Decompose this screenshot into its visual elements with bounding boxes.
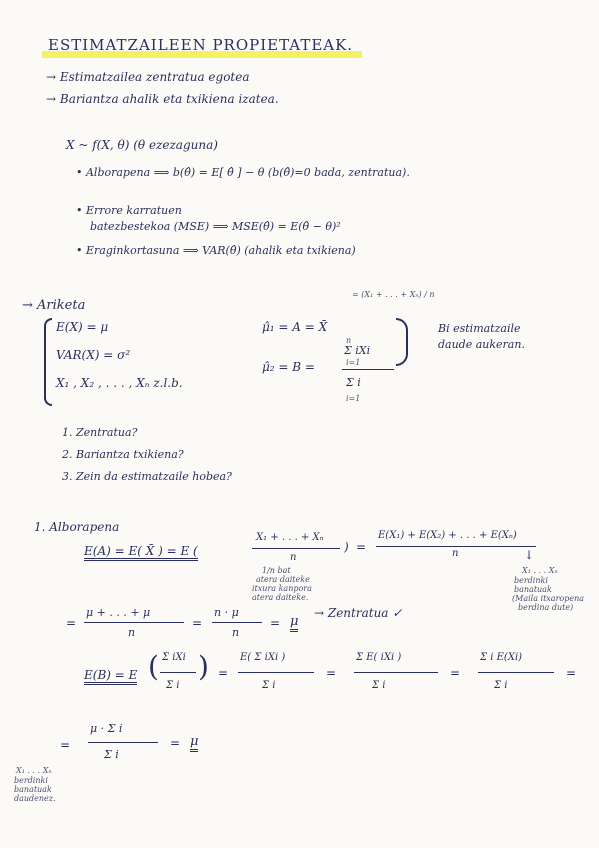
mse-bullet-a: • Errore karratuen: [76, 204, 182, 217]
line2-numerator-2: n · μ: [214, 606, 239, 619]
down-arrow-icon: ↓: [524, 548, 535, 562]
system-brace: [44, 318, 52, 406]
expectation-a-lhs: E(A) = E( X̄ ) = E (: [84, 544, 198, 561]
estimator-b-denominator: Σ i: [346, 376, 361, 389]
exercise-heading: → Ariketa: [22, 298, 86, 313]
estimator-b-numerator: Σ iXi: [344, 344, 371, 357]
expectation-b2-bar: [238, 672, 314, 673]
intro-line-1: → Estimatzailea zentratua egotea: [46, 70, 250, 84]
annotation-1: 1/n bat: [262, 566, 291, 575]
expectation-a-numerator: X₁ + . . . + Xₙ: [256, 532, 324, 543]
side-note-3: banatuak: [514, 585, 552, 594]
annotation-2: atera daiteke: [256, 575, 310, 584]
estimators-brace: [396, 318, 408, 366]
expectation-b-equals-1: =: [218, 666, 229, 680]
bias-bullet: • Alborapena ⟹ b(θ̂) = E[ θ̂ ] − θ (b(θ̂)=0 bada, zentratua).: [76, 166, 410, 179]
efficiency-bullet: • Eraginkortasuna ⟹ VAR(θ̂) (ahalik eta txikiena): [76, 244, 356, 257]
expectation-b2-numerator: E( Σ iXi ): [240, 652, 286, 663]
line2-denominator-2: n: [232, 626, 240, 639]
expectation-a-equals: =: [356, 540, 367, 554]
expectation-b2-denominator: Σ i: [262, 680, 276, 691]
final-equals-2: =: [170, 736, 181, 750]
system-line-2: VAR(X) = σ²: [56, 348, 131, 362]
estimator-b-sum-top: n: [346, 336, 352, 345]
line2-equals-2: =: [192, 616, 203, 630]
xbar-definition: = (X₁ + . . . + Xₙ) / n: [352, 290, 435, 299]
expectation-a-denominator: n: [290, 552, 297, 563]
estimator-b-fraction-bar: [342, 369, 394, 370]
expectation-b4-numerator: Σ i E(Xi): [480, 652, 523, 663]
expectation-b-denominator: Σ i: [166, 680, 180, 691]
expectation-a-fraction-bar: [252, 548, 340, 549]
expectation-b3-numerator: Σ E( iXi ): [356, 652, 402, 663]
line2-mu: μ: [290, 614, 298, 632]
expectation-a-rhs-numerator: E(X₁) + E(X₂) + . . . + E(Xₙ): [378, 530, 517, 541]
expectation-b-open-paren: (: [148, 650, 159, 683]
system-line-1: E(X) = μ: [56, 320, 109, 334]
final-equals: =: [60, 738, 71, 752]
line2-denominator-1: n: [128, 626, 136, 639]
expectation-b-bar: [160, 672, 196, 673]
final-mu: μ: [190, 734, 198, 752]
line2-numerator-1: μ + . . . + μ: [86, 606, 151, 619]
question-1: 1. Zentratua?: [62, 426, 138, 439]
bottom-note-4: daudenez.: [14, 794, 56, 803]
question-2: 2. Bariantza txikiena?: [62, 448, 184, 461]
estimator-b-sum-bottom: i=1: [346, 358, 361, 367]
expectation-b3-bar: [354, 672, 438, 673]
side-note-2: berdinki: [514, 576, 548, 585]
annotation-3: itxura kanpora: [252, 584, 312, 593]
expectation-b3-denominator: Σ i: [372, 680, 386, 691]
estimator-b-den-bottom: i=1: [346, 394, 361, 403]
final-denominator: Σ i: [104, 748, 119, 761]
line2-bar-1: [84, 622, 184, 623]
side-note-4: (Maila itxaropena: [512, 594, 584, 603]
expectation-b4-bar: [478, 672, 554, 673]
distribution-line: X ~ f(X, θ) (θ ezezaguna): [66, 138, 218, 152]
bottom-note-2: berdinki: [14, 776, 48, 785]
expectation-b-lhs: E(B) = E: [84, 668, 137, 685]
page-title: ESTIMATZAILEEN PROPIETATEAK.: [48, 36, 354, 54]
line2-equals: =: [66, 616, 77, 630]
mse-bullet-b: batezbestekoa (MSE) ⟹ MSE(θ̂) = E(θ̂ − θ)²: [90, 220, 341, 233]
question-3: 3. Zein da estimatzaile hobea?: [62, 470, 232, 483]
intro-line-2: → Bariantza ahalik eta txikiena izatea.: [46, 92, 279, 106]
expectation-a-rhs-denominator: n: [452, 548, 459, 559]
final-bar: [88, 742, 158, 743]
expectation-a-rhs-bar: [376, 546, 536, 547]
expectation-a-close-paren: ): [344, 540, 349, 554]
annotation-4: atera daiteke.: [252, 593, 309, 602]
line2-zentratua: → Zentratua ✓: [314, 606, 403, 620]
solution-step-heading: 1. Alborapena: [34, 520, 120, 534]
expectation-b-equals-2: =: [326, 666, 337, 680]
expectation-b-equals-4: =: [566, 666, 577, 680]
bottom-note-3: banatuak: [14, 785, 52, 794]
expectation-b4-denominator: Σ i: [494, 680, 508, 691]
estimator-a: μ̂₁ = A = X̄: [262, 320, 328, 334]
system-line-3: X₁ , X₂ , . . . , Xₙ z.l.b.: [56, 376, 183, 390]
bottom-note-1: X₁ . . . Xₙ: [16, 766, 52, 775]
expectation-b-numerator: Σ iXi: [162, 652, 186, 663]
expectation-b-equals-3: =: [450, 666, 461, 680]
estimators-note-2: daude aukeran.: [438, 338, 525, 351]
side-note-1: X₁ . . . Xₙ: [522, 566, 558, 575]
expectation-b-close-paren: ): [198, 650, 209, 683]
estimators-note-1: Bi estimatzaile: [438, 322, 521, 335]
line2-bar-2: [212, 622, 262, 623]
final-numerator: μ · Σ i: [90, 722, 123, 735]
line2-equals-3: =: [270, 616, 281, 630]
side-note-5: berdina dute): [518, 603, 574, 612]
estimator-b-lhs: μ̂₂ = B =: [262, 360, 315, 374]
